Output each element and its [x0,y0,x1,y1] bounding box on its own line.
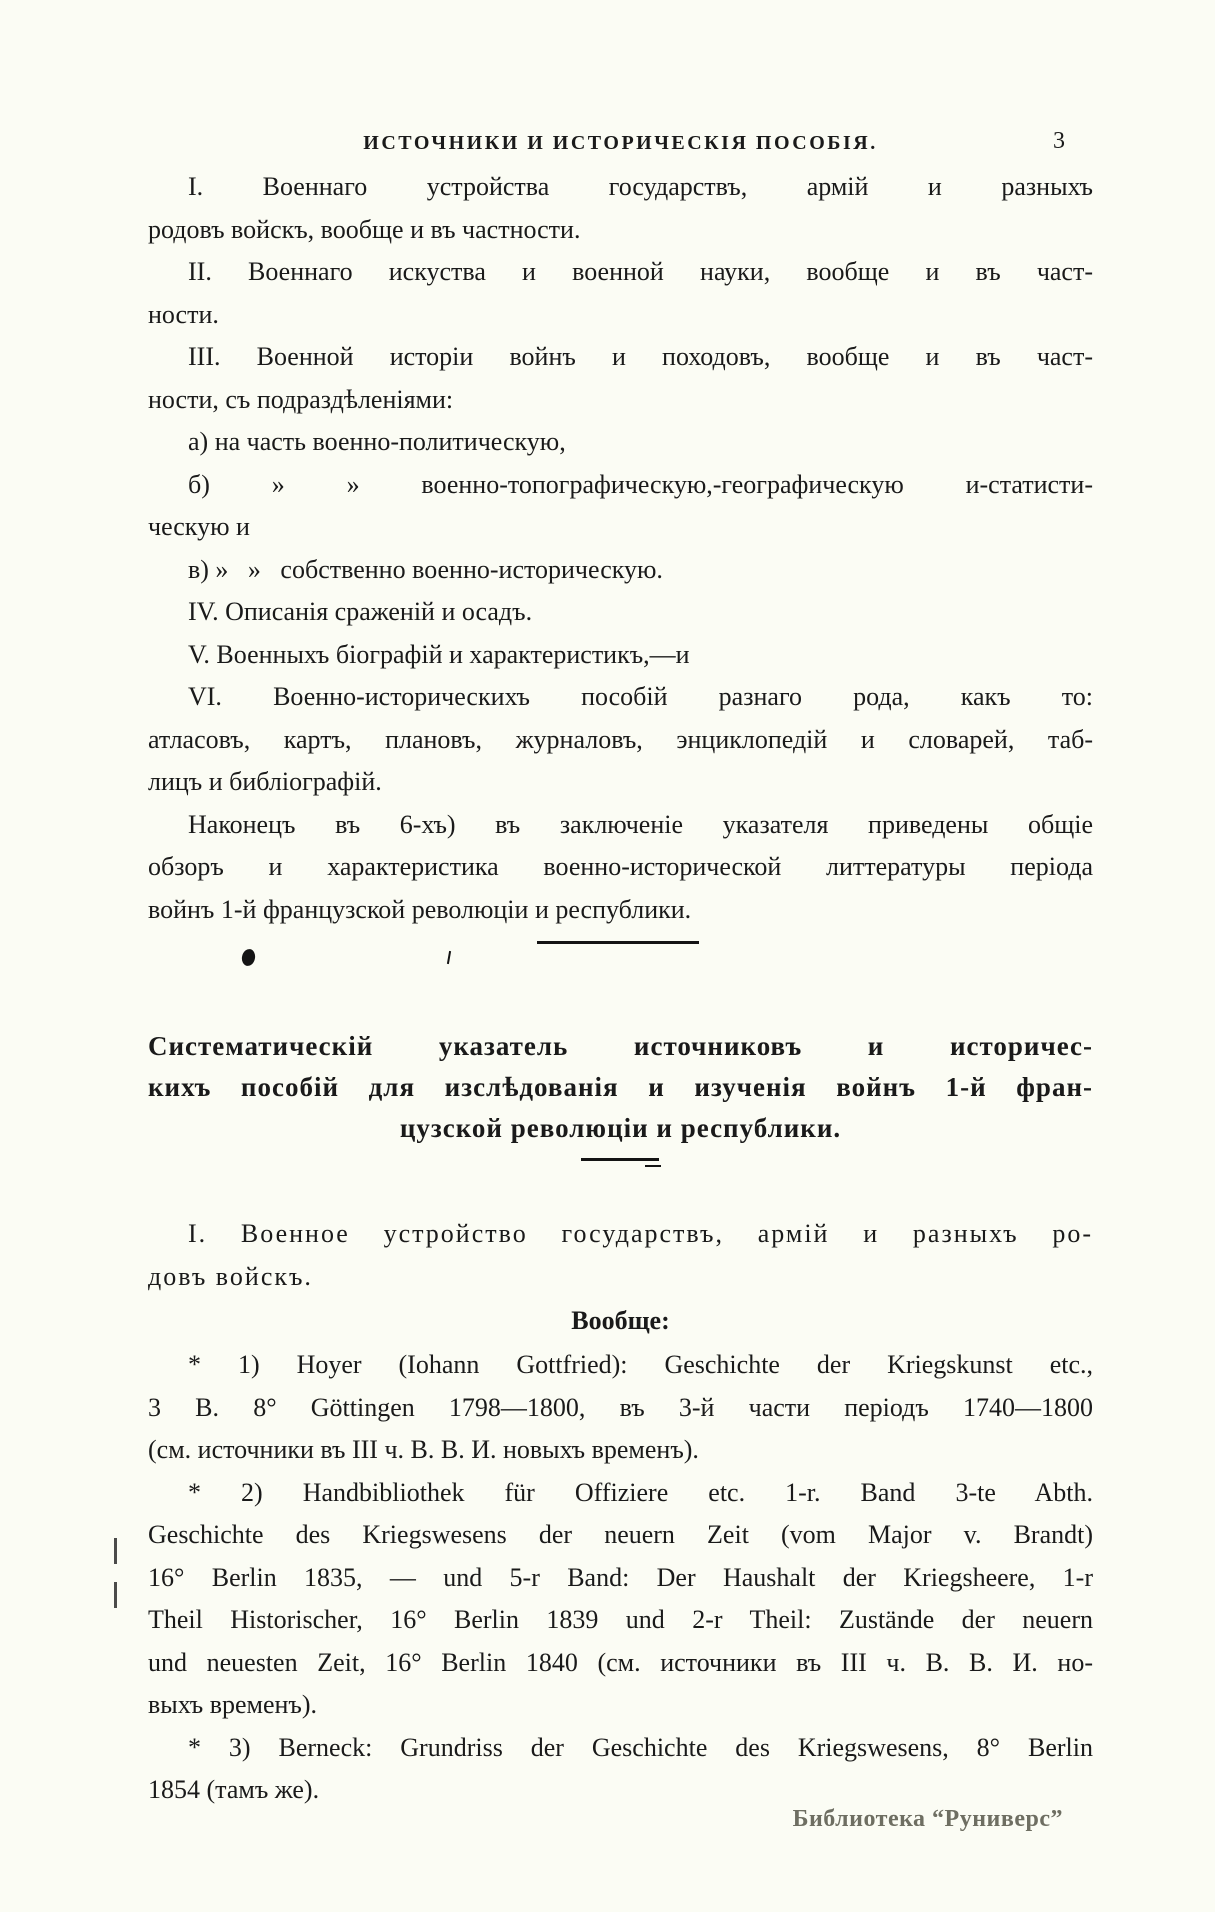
index-heading [148,1026,1093,1149]
text-line: II. Военнаго искуства и военной науки, вообще и въ част- [188,257,1093,286]
text-line: в) » » собственно военно-историческую. [188,554,663,584]
divider-rule [537,941,699,944]
entry-line: * 2) Handbibliothek für Offiziere etc. 1-r. Band 3-te Abth. [188,1477,1093,1507]
scan-margin-mark [114,1538,117,1564]
bibliography-entries [148,1344,1093,1812]
scan-margin-mark [114,1582,117,1608]
entry-line: 1854 (тамъ же). [148,1775,320,1804]
text-line: ности. [148,299,219,329]
heading-line: Систематическій указатель источниковъ и историчес- [148,1031,1093,1061]
entry-line: * 1) Hoyer (Iohann Gottfried): Geschichte der Kriegskunst etc., [188,1350,1093,1379]
page-number: 3 [1053,128,1065,154]
heading-line: цузской революціи и республики. [399,1113,842,1143]
text-line: VI. Военно-историческихъ пособій разнаго рода, какъ то: [188,682,1093,711]
text-line: ности, съ подраздѣленіями: [148,384,454,414]
text-line: войнъ 1-й французской революціи и республики. [148,894,692,924]
entry-line: выхъ временъ). [148,1690,318,1719]
subheading-block [148,1300,1093,1343]
text-line: Наконецъ въ 6-хъ) въ заключеніе указателя приведены общіе [188,809,1093,839]
divider-rule-small [581,1158,659,1161]
text-line: ческую и [148,512,250,541]
text-line: обзоръ и характеристика военно-исторической литтературы періода [148,852,1093,881]
entry-line: 16° Berlin 1835, — und 5-r Band: Der Haushalt der Kriegsheere, 1-r [148,1562,1093,1592]
section-heading-line: I. Военное устройство государствъ, армій и разныхъ ро- [188,1219,1093,1248]
section-divider [148,931,1093,1031]
entry-line: 3 B. 8° Göttingen 1798—1800, въ 3-й части періодъ 1740—1800 [148,1392,1093,1422]
entry-line: und neuesten Zeit, 16° Berlin 1840 (см. источники въ III ч. В. В. И. но- [148,1647,1093,1677]
section-heading-line: довъ войскъ. [148,1261,313,1291]
text-line: III. Военной исторіи войнъ и походовъ, вообще и въ част- [188,342,1093,371]
library-watermark: Библиотека “Руниверс” [792,1806,1063,1832]
entry-line: Theil Historischer, 16° Berlin 1839 und 2-r Theil: Zustände der neuern [148,1605,1093,1634]
text-line: а) на часть военно-политическую, [188,427,566,456]
text-line: б) » » военно-топографическую,-географическую и-статисти- [188,469,1093,499]
section-heading [148,1213,1093,1298]
running-head [148,126,1093,166]
ink-tick-artifact [447,951,451,964]
text-line: лицъ и библіографій. [148,767,382,796]
running-head-title: ИСТОЧНИКИ И ИСТОРИЧЕСКІЯ ПОСОБІЯ. [363,132,878,154]
text-line: родовъ войскъ, вообще и въ частности. [148,214,581,244]
entry-line: Geschichte des Kriegswesens der neuern Zeit (vom Major v. Brandt) [148,1520,1093,1549]
subheading: Вообще: [571,1306,670,1335]
text-line: I. Военнаго устройства государствъ, армій и разныхъ [188,172,1093,201]
entry-line: * 3) Berneck: Grundriss der Geschichte des Kriegswesens, 8° Berlin [188,1732,1093,1762]
heading-line: кихъ пособій для изслѣдованія и изученія войнъ 1-й фран- [148,1072,1093,1102]
text-line: атласовъ, картъ, плановъ, журналовъ, энциклопедій и словарей, таб- [148,724,1093,754]
entry-line: (см. источники въ III ч. В. В. И. новыхъ временъ). [148,1435,699,1464]
ink-dot-artifact [240,948,256,967]
text-line: IV. Описанія сраженій и осадъ. [188,597,533,626]
intro-paragraphs [148,166,1093,931]
divider-rule-tail [645,1165,661,1167]
text-line: V. Военныхъ біографій и характеристикъ,—и [188,639,690,669]
